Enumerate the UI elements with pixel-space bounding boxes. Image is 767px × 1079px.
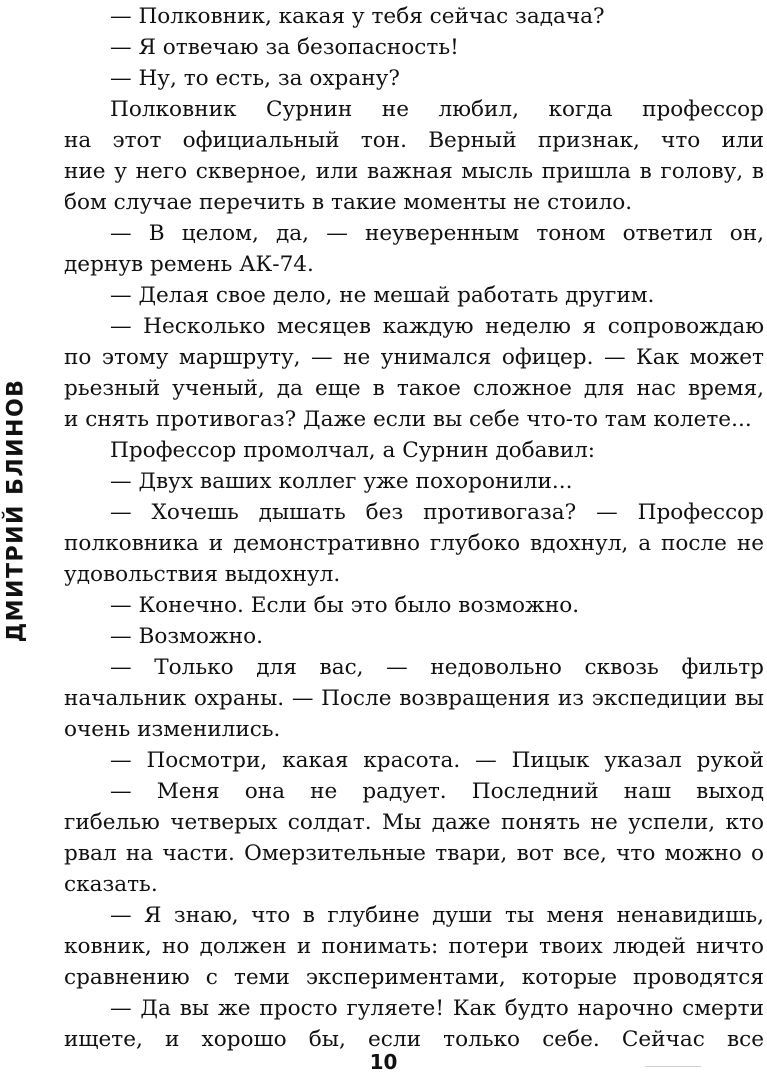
page-number: 10 [369,1050,398,1074]
text-line: удовольствия выдохнул. [64,562,341,587]
author-name: ДМИТРИЙ БЛИНОВ [3,378,29,642]
text-line: и снять противогаз? Даже если вы себе что-то там колете... [64,407,752,432]
text-line: полковника и демонстративно глубоко вдохнул, а после не [64,531,764,556]
footer-rule [645,1066,701,1067]
text-line: — Посмотри, какая красота. — Пицык указал рукой [110,748,764,773]
text-line: — Меня она не радует. Последний наш выход [110,779,764,804]
text-line: ние у него скверное, или важная мысль пришла в голову, в [64,159,764,184]
text-line: сказать. [64,872,158,897]
text-line: — Делая свое дело, не мешай работать другим. [110,283,655,308]
text-line: бом случае перечить в такие моменты не стоило. [64,190,633,215]
text-line: ковник, но должен и понимать: потери твоих людей ничто [64,934,764,959]
text-line: — Конечно. Если бы это было возможно. [110,593,580,618]
text-line: — Двух ваших коллег уже похоронили... [110,469,573,494]
text-line: — Я отвечаю за безопасность! [110,35,459,60]
text-line: — В целом, да, — неуверенным тоном ответил он, [110,221,764,246]
book-text-body [64,1,764,1055]
running-head-author [2,380,30,640]
text-line: дернув ремень АК-74. [64,252,314,277]
text-line: — Возможно. [110,624,264,649]
text-line: — Ну, то есть, за охрану? [110,66,400,91]
text-line: очень изменились. [64,717,281,742]
text-line: гибелью четверых солдат. Мы даже понять не успели, кто [64,810,764,835]
text-line: — Хочешь дышать без противогаза? — Профессор [110,500,764,525]
text-line: Полковник Сурнин не любил, когда профессор [110,97,764,122]
text-line: — Я знаю, что в глубине души ты меня ненавидишь, [110,903,764,928]
text-line: начальник охраны. — После возвращения из экспедиции вы [64,686,764,711]
text-line: рвал на части. Омерзительные твари, вот все, что можно о [64,841,764,866]
text-line: рьезный ученый, да еще в такое сложное для нас время, [64,376,764,401]
text-line: — Несколько месяцев каждую неделю я сопровождаю [110,314,764,339]
text-line: Профессор промолчал, а Сурнин добавил: [110,438,596,463]
text-line: — Только для вас, — недовольно сквозь фильтр [110,655,764,680]
text-line: по этому маршруту, — не унимался офицер. — Как может [64,345,764,370]
text-line: — Да вы же просто гуляете! Как будто нарочно смерти [110,996,764,1021]
text-line: на этот официальный тон. Верный признак, что или [64,128,764,153]
text-line: — Полковник, какая у тебя сейчас задача? [110,4,605,29]
text-line: ищете, и хорошо бы, если только себе. Сейчас все [64,1027,764,1052]
text-line: сравнению с теми экспериментами, которые проводятся [64,965,764,990]
